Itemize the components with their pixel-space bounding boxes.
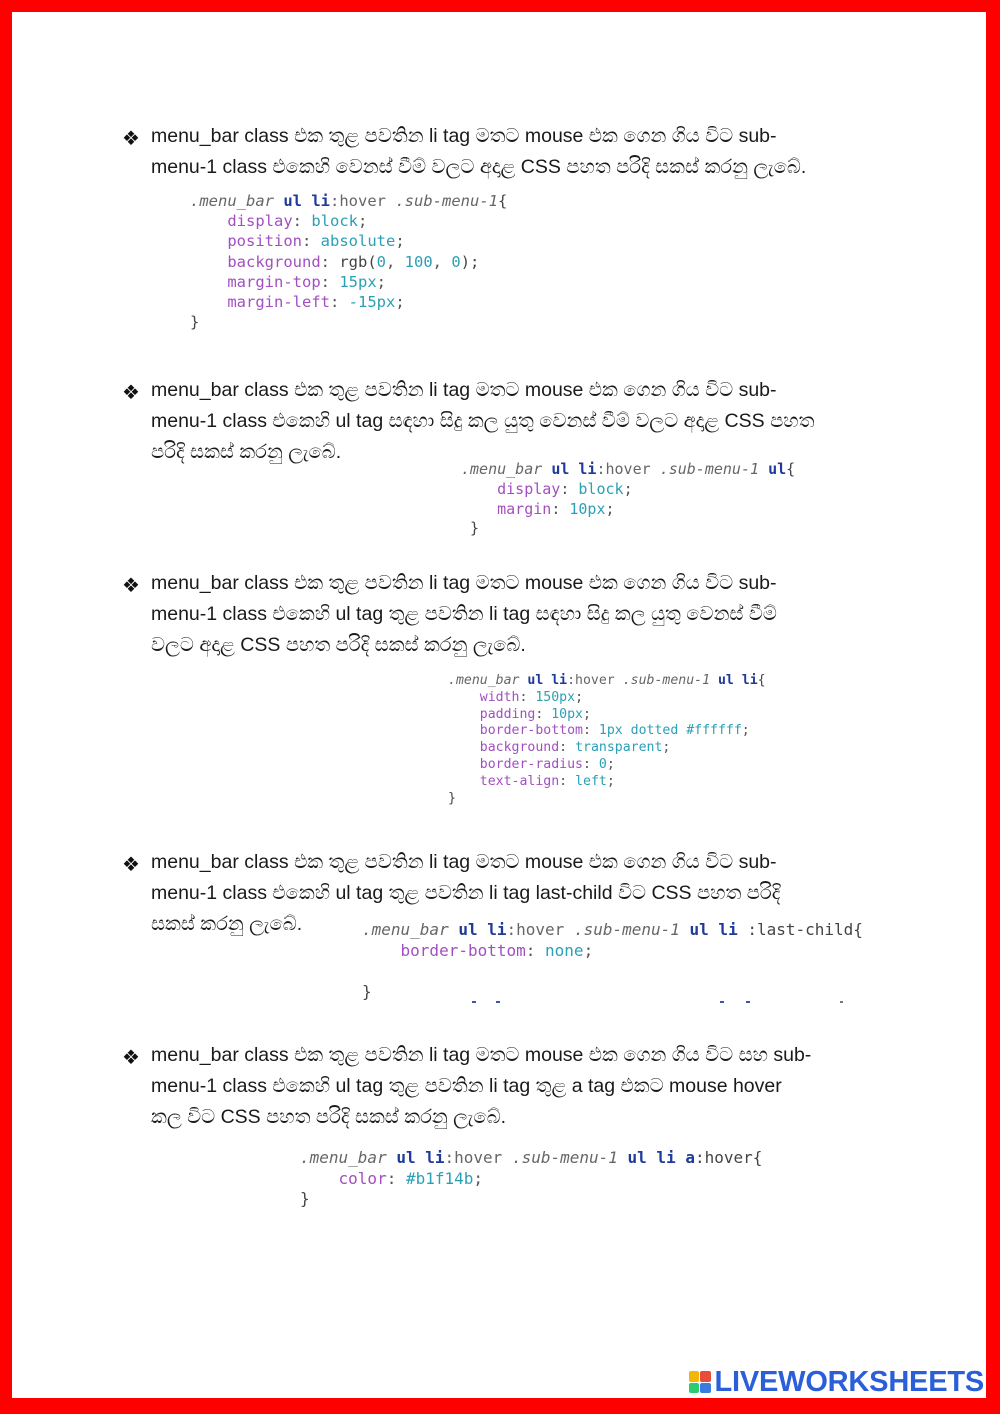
instruction-line: පරිදි සකස් කරනු ලැබේ.: [151, 441, 342, 463]
bullet-icon: ❖: [122, 573, 140, 597]
bullet-icon: ❖: [122, 126, 140, 150]
css-code-block-1: .menu_bar ul li:hover .sub-menu-1{ display: block; position: absolute; background: rgb(0, 100, 0); margin-top: 15px; margin-left: -15px; }: [190, 192, 508, 332]
instruction-line: menu-1 class එකෙහි වෙනස් වීම් වලට අදාළ CSS පහත පරිදි සකස් කරනු ලැබේ.: [151, 156, 807, 178]
instruction-line: menu_bar class එක තුළ පවතින li tag මතට mouse එක ගෙන ගිය විට sub-: [151, 379, 777, 401]
cropped-code-fragment: [470, 1001, 850, 1004]
instruction-line: menu_bar class එක තුළ පවතින li tag මතට mouse එක ගෙන ගිය විට sub-: [151, 572, 777, 594]
css-code-block-4: .menu_bar ul li:hover .sub-menu-1 ul li :last-child{ border-bottom: none; }: [362, 920, 863, 1001]
instruction-line: menu_bar class එක තුළ පවතින li tag මතට mouse එක ගෙන ගිය විට සහ sub-: [151, 1044, 812, 1066]
instruction-line: menu_bar class එක තුළ පවතින li tag මතට mouse එක ගෙන ගිය විට sub-: [151, 125, 777, 147]
instruction-line: menu-1 class එකෙහි ul tag තුළ පවතින li tag තුළ a tag එකට mouse hover: [151, 1075, 782, 1097]
liveworksheets-logo: [689, 1365, 985, 1398]
instruction-line: සකස් කරනු ලැබේ.: [151, 913, 303, 935]
instruction-line: කල විට CSS පහත පරිදි සකස් කරනු ලැබේ.: [151, 1106, 507, 1128]
liveworksheets-logo-icon: [689, 1371, 711, 1393]
bullet-icon: ❖: [122, 380, 140, 404]
instruction-line: menu_bar class එක තුළ පවතින li tag මතට mouse එක ගෙන ගිය විට sub-: [151, 851, 777, 873]
instruction-line: menu-1 class එකෙහි ul tag තුළ පවතින li tag last-child විට CSS පහත පරිදි: [151, 882, 781, 904]
instruction-line: menu-1 class එකෙහි ul tag සඳහා සිදු කල යුතු වෙනස් වීම් වලට අදාළ CSS පහත: [151, 410, 815, 432]
css-code-block-5: .menu_bar ul li:hover .sub-menu-1 ul li a:hover{ color: #b1f14b; }: [300, 1148, 763, 1208]
instruction-line: menu-1 class එකෙහි ul tag තුළ පවතින li tag සඳහා සිදු කල යුතු වෙනස් වීම්: [151, 603, 777, 625]
bullet-icon: ❖: [122, 852, 140, 876]
logo-text: LIVEWORKSHEETS: [714, 1365, 984, 1398]
css-code-block-3: .menu_bar ul li:hover .sub-menu-1 ul li{ width: 150px; padding: 10px; border-bottom: 1px dotted #ffffff; background: transparent; border-radius: 0; text-align: left; }: [448, 673, 766, 806]
css-code-block-2: .menu_bar ul li:hover .sub-menu-1 ul{ display: block; margin: 10px; }: [461, 460, 796, 538]
instruction-line: වලට අදාළ CSS පහත පරිදි සකස් කරනු ලැබේ.: [151, 634, 526, 656]
bullet-icon: ❖: [122, 1045, 140, 1069]
